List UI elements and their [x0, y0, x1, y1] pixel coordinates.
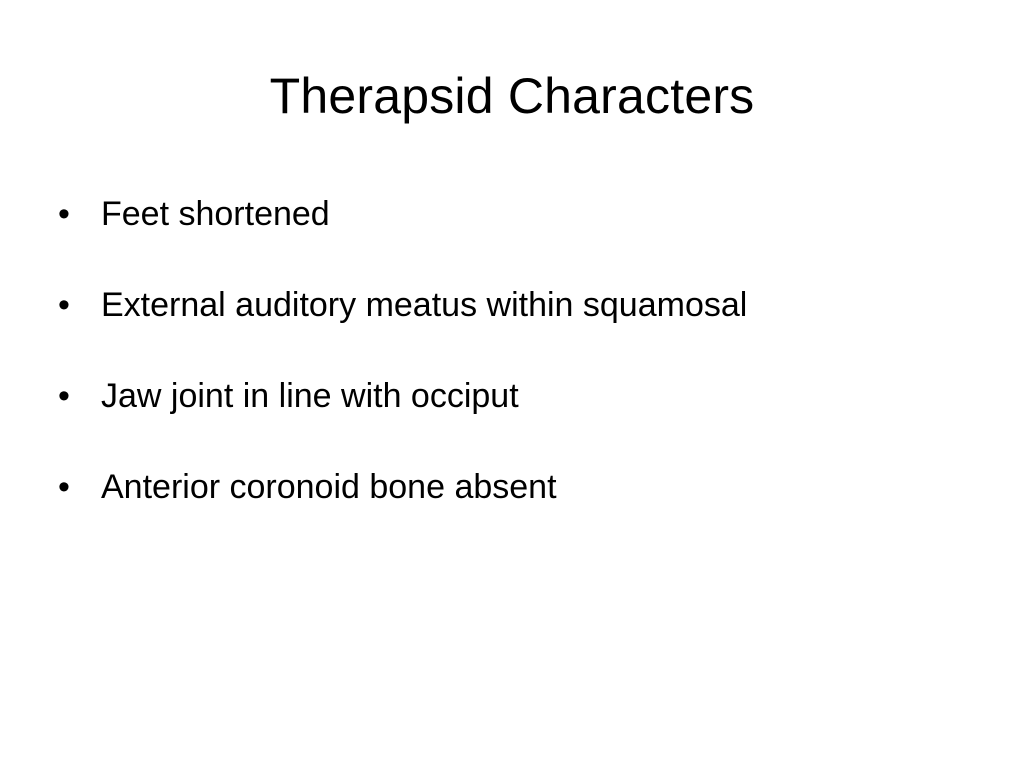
bullet-list [58, 186, 988, 550]
bullet-icon: • [58, 195, 70, 233]
bullet-text: Jaw joint in line with occiput [101, 377, 519, 415]
bullet-text: Anterior coronoid bone absent [101, 468, 557, 506]
bullet-item [58, 277, 988, 368]
bullet-item [58, 368, 988, 459]
bullet-item [58, 459, 988, 550]
slide-title: Therapsid Characters [269, 68, 755, 124]
bullet-item [58, 186, 988, 277]
bullet-icon: • [58, 468, 70, 506]
bullet-icon: • [58, 286, 70, 324]
bullet-text: External auditory meatus within squamosal [101, 286, 748, 324]
bullet-text: Feet shortened [101, 195, 330, 233]
bullet-icon: • [58, 377, 70, 415]
